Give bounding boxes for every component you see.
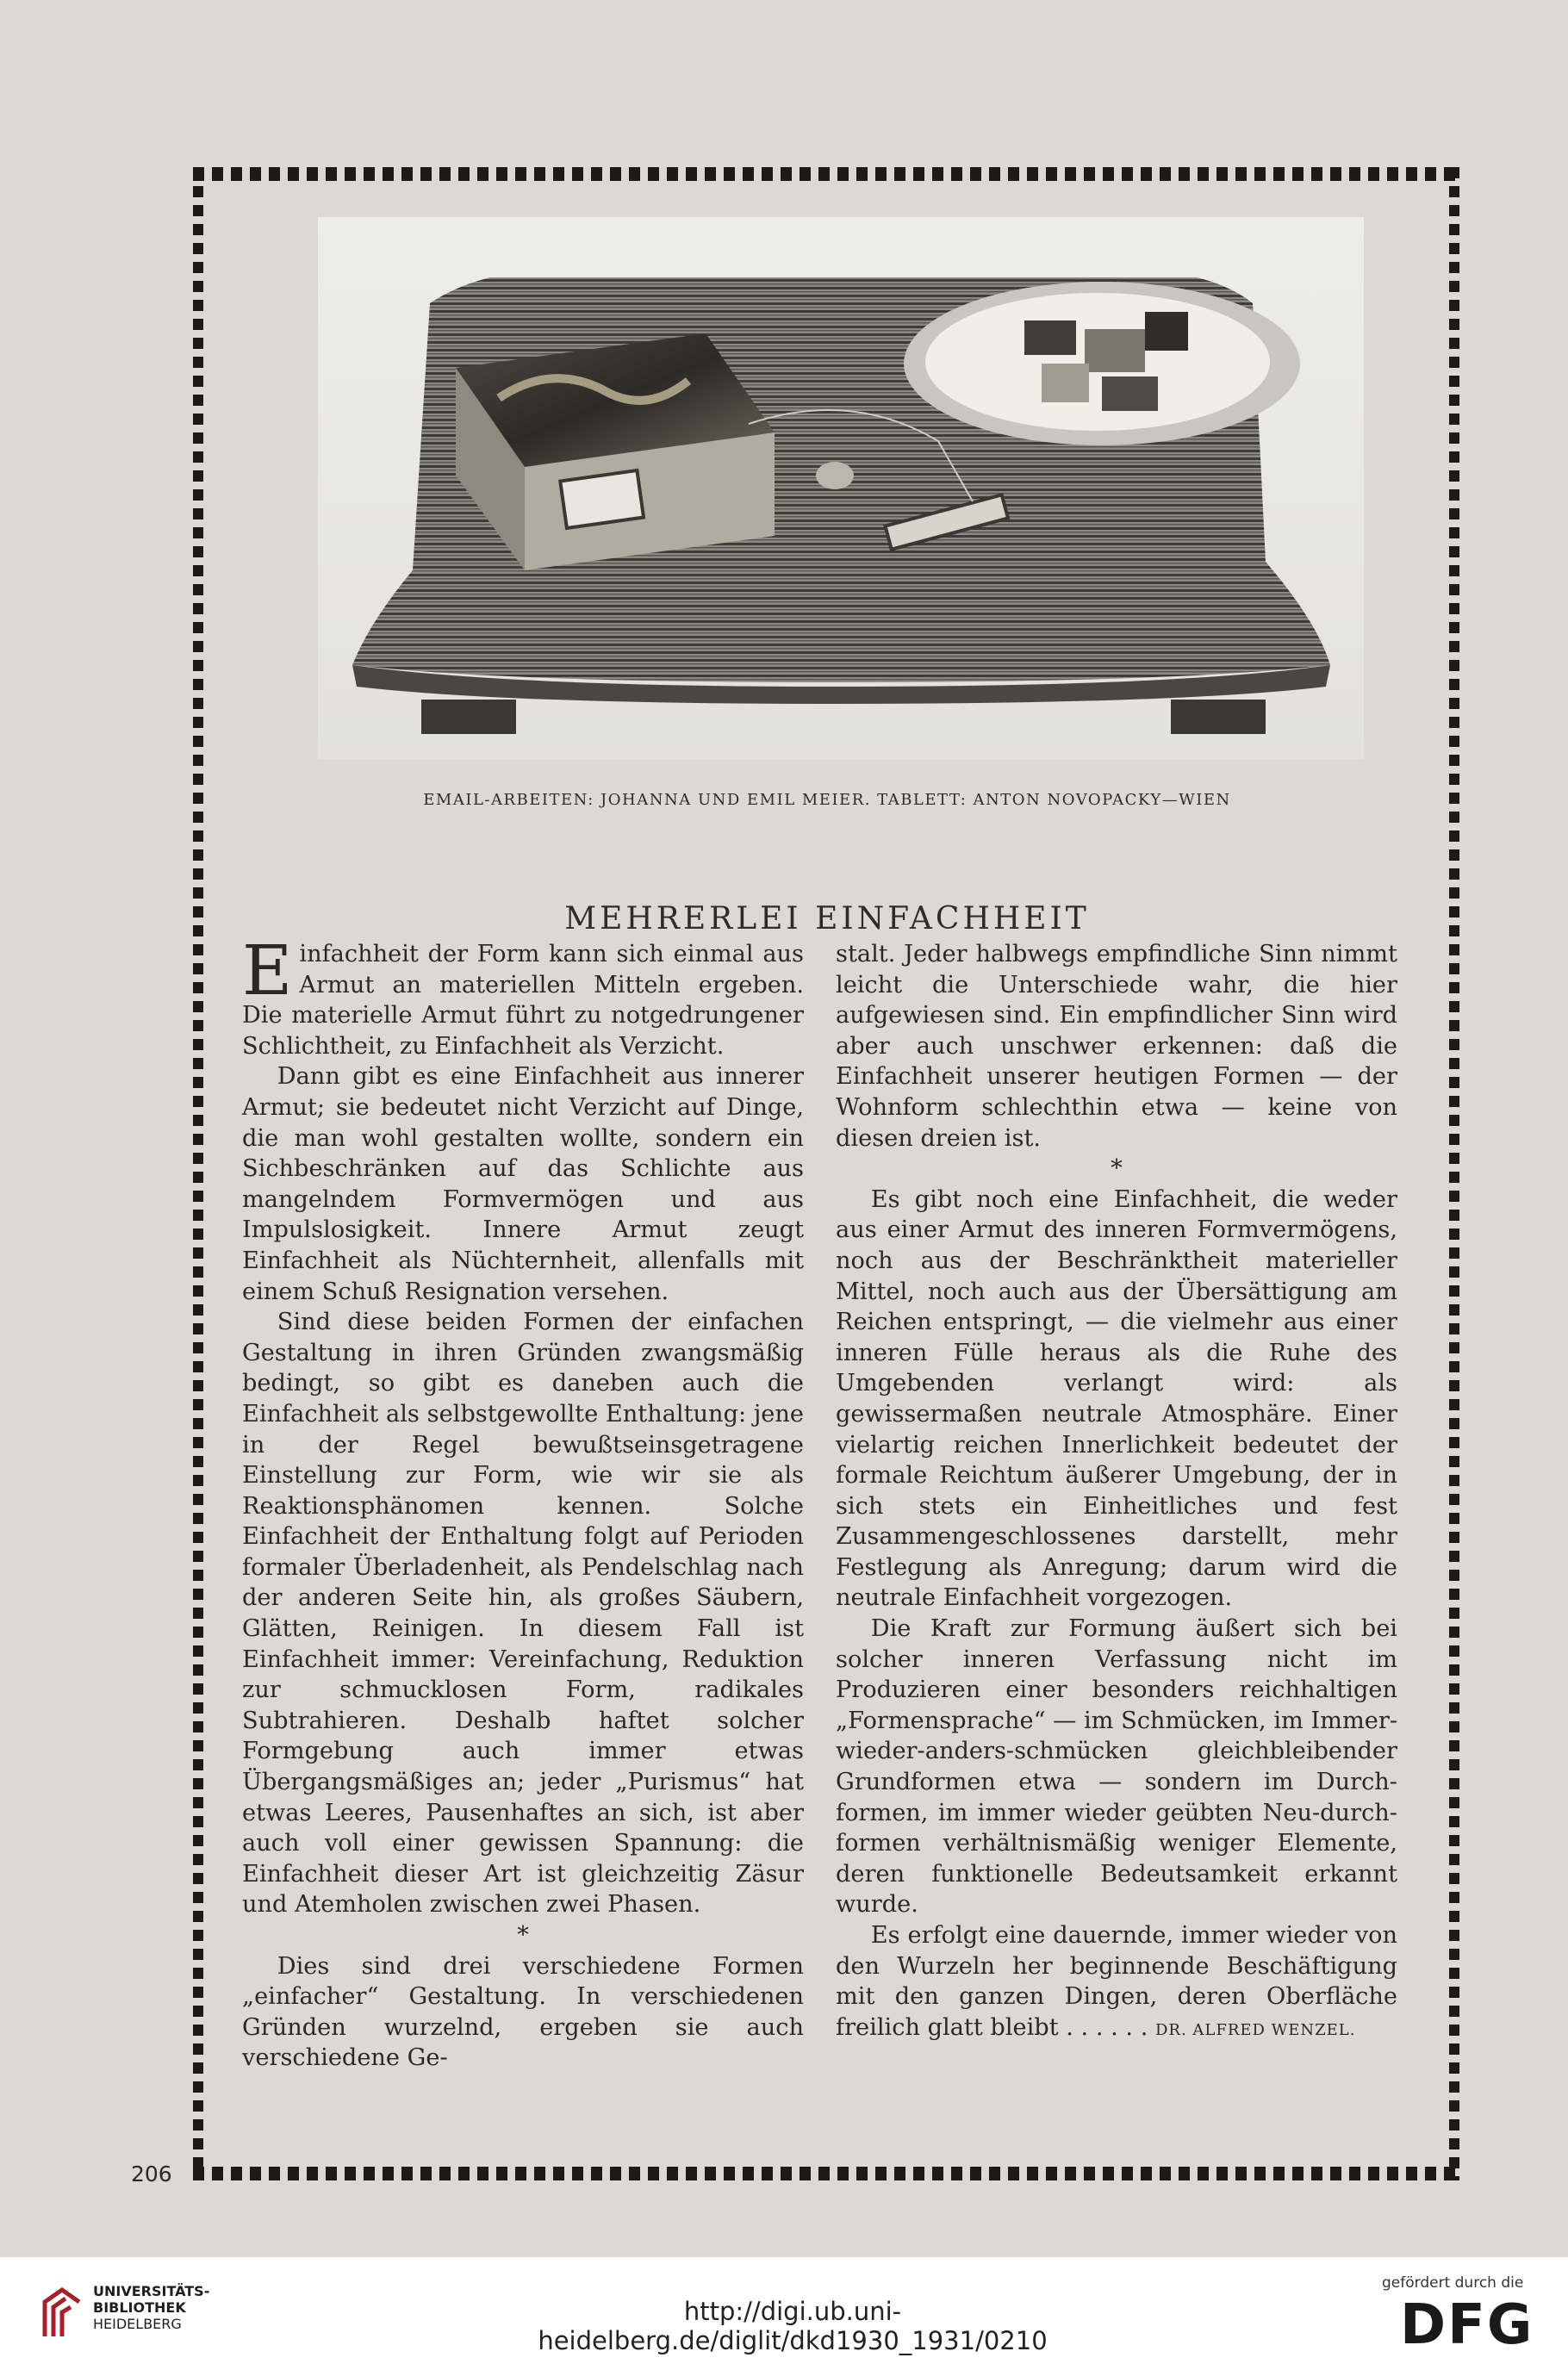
tray-photograph bbox=[318, 217, 1364, 760]
article-title: MEHRERLEI EINFACHHEIT bbox=[564, 901, 1090, 937]
dotted-frame-top bbox=[193, 167, 1459, 181]
library-name-line: UNIVERSITÄTS- bbox=[93, 2283, 210, 2299]
permalink-url[interactable]: http://digi.ub.uni-heidelberg.de/diglit/dkd1930_1931/0210 bbox=[538, 2297, 1048, 2355]
funding-note: gefördert durch die bbox=[1382, 2274, 1524, 2292]
author-signature: DR. ALFRED WENZEL. bbox=[1155, 2020, 1356, 2039]
photo-caption: EMAIL-ARBEITEN: JOHANNA UND EMIL MEIER. TABLETT: ANTON NOVOPACKY—WIEN bbox=[423, 791, 1231, 809]
tray-illustration bbox=[318, 217, 1364, 760]
paragraph: Die Kraft zur Formung äußert sich bei solcher inneren Verfassung nicht im Produzieren einer besonders reichhaltigen „Formensprache“ — im Schmücken, im Immer-wieder-anders-schmücken gleichbleibender Grundformen etwa — sondern im Durch-formen, im immer wieder geübten Neu-durch-formen verhältnismäßig weniger Elemente, deren funktionelle Bedeutsamkeit erkannt wurde. bbox=[836, 1615, 1398, 1919]
university-library-logo-icon bbox=[36, 2285, 88, 2342]
dotted-frame-right bbox=[1449, 167, 1459, 2180]
section-separator: * bbox=[517, 1922, 529, 1949]
paragraph: Dann gibt es eine Einfachheit aus innerer Armut; sie bedeutet nicht Verzicht auf Dinge, die man wohl gestalten wollte, sondern ein Sichbeschränken auf das Schlichte aus mangelndem Formvermögen und aus Impulslosigkeit. Innere Armut zeugt Einfachheit als Nüchternheit, allenfalls mit einem Schuß Resignation versehen. bbox=[242, 1063, 804, 1305]
closing-text: Es erfolgt eine dauernde, immer wieder von den Wurzeln her beginnende Beschäftigung mit den ganzen Dingen, deren Oberfläche freilich glatt bleibt . . . . . . bbox=[836, 1922, 1397, 2041]
section-separator: * bbox=[1111, 1155, 1123, 1183]
paragraph: Es gibt noch eine Einfachheit, die weder aus einer Armut des inneren Formvermögens, noch aus der Beschränktheit materieller Mittel, noch auch aus der Übersättigung am Reichen entspringt, — die vielmehr aus einer inneren Fülle heraus als die Ruhe des Umgebenden verlangt wird: als gewissermaßen neutrale Atmosphäre. Einer vielartig reichen Innerlichkeit bedeutet der formale Reichtum äußerer Umgebung, der in sich stets ein Einheitliches und fest Zusammengeschlossenes darstellt, mehr Festlegung als Anregung; darum wird die neutrale Einfachheit vorgezogen. bbox=[836, 1185, 1397, 1612]
dotted-frame-bottom bbox=[193, 2167, 1459, 2180]
paragraph: Sind diese beiden Formen der einfachen Gestaltung in ihren Gründen zwangsmäßig bedingt, so gibt es daneben auch die Einfachheit als selbstgewollte Enthaltung: jene in der Regel bewußtseinsgetragene Einstellung zur Form, wie wir sie als Reaktionsphänomen kennen. Solche Einfachheit der Enthaltung folgt auf Perioden formaler Überladenheit, als Pendelschlag nach der anderen Seite hin, als großes Säubern, Glätten, Reinigen. In diesem Fall ist Einfachheit immer: Vereinfachung, Reduktion zur schmucklosen Form, radikales Subtrahieren. Deshalb haftet solcher Formgebung auch immer etwas Übergangsmäßiges an; jeder „Purismus“ hat etwas Leeres, Pausenhaftes an sich, ist aber auch voll einer gewissen Spannung: die Einfachheit dieser Art ist gleichzeitig Zäsur und Atemholen zwischen zwei Phasen. bbox=[242, 1309, 804, 1919]
library-name-line: BIBLIOTHEK bbox=[93, 2299, 186, 2316]
right-text-column bbox=[836, 939, 1397, 2045]
paragraph: Dies sind drei verschiedene Formen „einfacher“ Gestaltung. In verschiedenen Gründen wurzelnd, ergeben sie auch verschiedene Ge- bbox=[242, 1952, 804, 2072]
dotted-frame-left bbox=[193, 167, 203, 2180]
page-number: 206 bbox=[131, 2162, 172, 2186]
library-name bbox=[93, 2283, 209, 2332]
dfg-logo: DFG bbox=[1400, 2293, 1534, 2357]
paragraph bbox=[836, 1920, 1397, 2045]
paragraph: Einfachheit der Form kann sich einmal aus Armut an materiellen Mitteln ergeben. Die materielle Armut führt zu notgedrungener Schlichtheit, zu Einfachheit als Verzicht. bbox=[242, 930, 804, 1060]
left-text-column bbox=[242, 930, 804, 2074]
library-name-line: HEIDELBERG bbox=[93, 2316, 182, 2332]
paragraph: stalt. Jeder halbwegs empfindliche Sinn nimmt leicht die Unterschiede wahr, die hier aufgewiesen sind. Ein empfindlicher Sinn wird aber auch unschwer erkennen: daß die Einfachheit unserer heutigen Formen — der Wohnform schlechthin etwa — keine von diesen dreien ist. bbox=[836, 941, 1397, 1152]
